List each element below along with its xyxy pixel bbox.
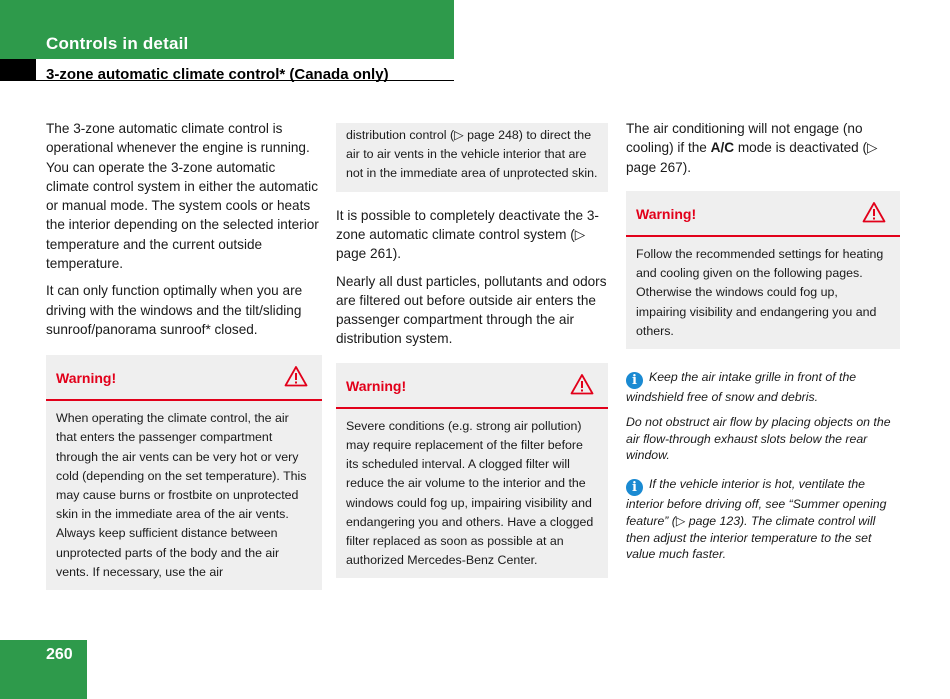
note-text: If the vehicle interior is hot, ventilate the interior before driving off, see “Summer opening feature” (▷ page 123). The climate control will then adjust the interior temperature to the set value much faster. [626, 477, 887, 562]
column-3 [626, 119, 900, 571]
page-number: 260 [46, 646, 73, 663]
warning-triangle-icon [570, 373, 594, 395]
ac-text-after: mode is deactivated (▷ page 267). [626, 140, 878, 175]
note-exhaust-slots: Do not obstruct air flow by placing objects on the air flow-through exhaust slots below the rear window. [626, 414, 891, 463]
header-marker [0, 59, 36, 81]
paragraph-operation: The 3-zone automatic climate control is operational whenever the engine is running. You can operate the 3-zone automatic climate control system in either the automatic or manual mode. The system cools or heats the interior depending on the selected interior temperature and the current outside temperature. [46, 121, 319, 272]
warning-header [46, 355, 322, 401]
page-number-tab [0, 640, 87, 699]
warning-box-filter [336, 363, 608, 579]
warning-triangle-icon [284, 365, 308, 387]
section-title: Controls in detail [46, 34, 189, 53]
warning-title: Warning! [56, 370, 117, 387]
info-icon: i [626, 479, 643, 496]
warning-text: When operating the climate control, the air that enters the passenger compartment through the air vents can be very hot or very cold (depending on the set temperature). This may cause burns or frostbite on unprotected skin in the immediate area of the air vents. Always keep sufficient distance between unprotected parts of the body and the air vents. If necessary, use the air [56, 411, 307, 579]
warning-box-vents [46, 355, 322, 590]
warning-text: Follow the recommended settings for heating and cooling given on the following pages. Otherwise the windows could fog up, impairing visibility and endangering you and others. [636, 246, 884, 338]
warning-box-continued [336, 123, 608, 192]
warning-header [626, 191, 900, 237]
paragraph-deactivate: It is possible to completely deactivate the 3-zone automatic climate control system (▷ page 261). [336, 207, 599, 262]
warning-title: Warning! [346, 377, 407, 394]
info-icon: i [626, 372, 643, 389]
column-2 [336, 123, 608, 592]
warning-triangle-icon [862, 201, 886, 223]
warning-text-continued: distribution control (▷ page 248) to direct the air to air vents in the vehicle interior that are not in the immediate area of unprotected skin. [346, 128, 598, 181]
warning-title: Warning! [636, 205, 697, 222]
page-subtitle: 3-zone automatic climate control* (Canada only) [46, 66, 389, 83]
column-1 [46, 119, 322, 604]
warning-box-settings [626, 191, 900, 349]
ac-label: A/C [710, 140, 735, 156]
ac-text-before: The air conditioning will not engage (no cooling) if the [626, 121, 863, 156]
note-text: Keep the air intake grille in front of the windshield free of snow and debris. [626, 369, 857, 404]
note-summer-opening [626, 476, 900, 563]
note-intake-grille [626, 369, 900, 406]
paragraph-ac [626, 119, 900, 177]
paragraph-windows: It can only function optimally when you are driving with the windows and the tilt/sliding sunroof/panorama sunroof* closed. [46, 283, 303, 337]
paragraph-filter: Nearly all dust particles, pollutants and odors are filtered out before outside air enters the passenger compartment through the air distribution system. [336, 273, 607, 347]
warning-text: Severe conditions (e.g. strong air pollution) may require replacement of the filter before its scheduled interval. A clogged filter will reduce the air volume to the interior and the windows could fog up, impairing visibility and endangering you and others. Have a clogged filter replaced as soon as possible at an authorized Mercedes-Benz Center. [346, 418, 594, 568]
warning-header [336, 363, 608, 409]
